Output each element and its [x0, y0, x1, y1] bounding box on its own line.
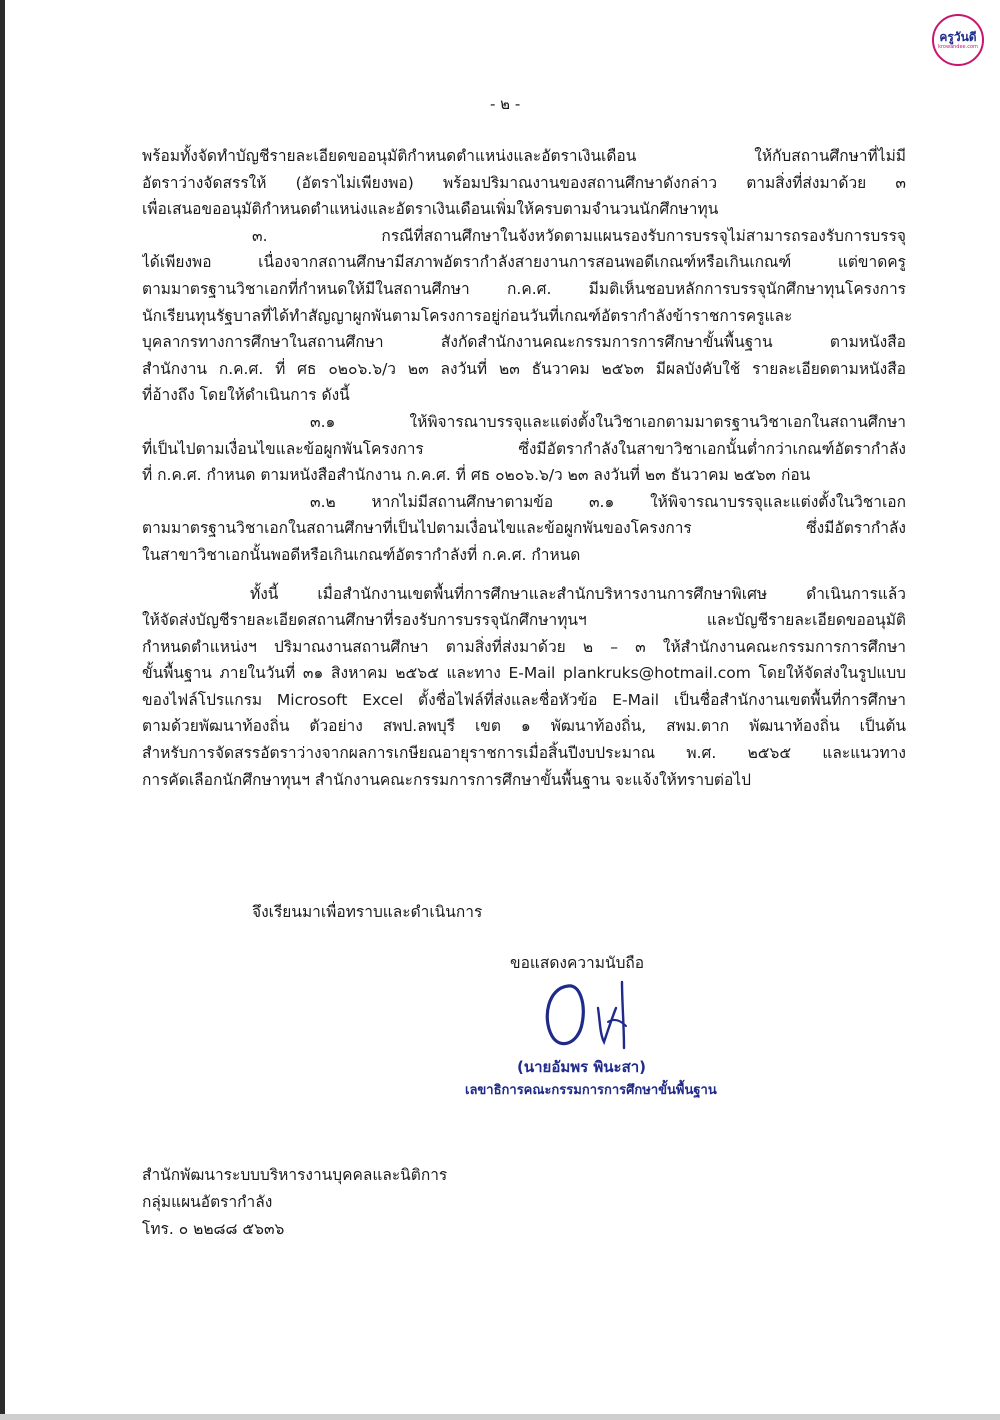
body-text-line: ในสาขาวิชาเอกนั้นพอดีหรือเกินเกณฑ์อัตรากำลังที่ ก.ค.ศ. กำหนด — [142, 545, 581, 564]
handwritten-signature — [538, 978, 648, 1052]
body-text-line: บุคลากรทางการศึกษาในสถานศึกษา สังกัดสำนักงานคณะกรรมการการศึกษาขั้นพื้นฐาน ตามหนังสือ — [142, 333, 906, 352]
body-text-line: ตามด้วยพัฒนาท้องถิ่น ตัวอย่าง สพป.ลพบุรี เขต ๑ พัฒนาท้องถิ่น, สพม.ตาก พัฒนาท้องถิ่น เป็นต้น — [142, 717, 906, 736]
body-text-line: ที่อ้างถึง โดยให้ดำเนินการ ดังนี้ — [142, 386, 350, 405]
logo-subtext: krowandee.com — [938, 43, 978, 50]
footer-phone: โทร. ๐ ๒๒๘๘ ๕๖๓๖ — [142, 1220, 285, 1238]
body-text-line: สำนักงาน ก.ค.ศ. ที่ ศธ ๐๒๐๖.๖/ว ๒๓ ลงวันที่ ๒๓ ธันวาคม ๒๕๖๓ มีผลบังคับใช้ รายละเอียดตามหนังสือ — [142, 359, 906, 378]
body-text-line: นักเรียนทุนรัฐบาลที่ได้ทำสัญญาผูกพันตามโครงการอยู่ก่อนวันที่เกณฑ์อัตรากำลังข้าราชการครูและ — [142, 306, 793, 325]
body-text-line: ที่เป็นไปตามเงื่อนไขและข้อผูกพันโครงการ ซึ่งมีอัตรากำลังในสาขาวิชาเอกนั้นต่ำกว่าเกณฑ์อัตรากำลัง — [142, 439, 906, 458]
body-text-line: สำหรับการจัดสรรอัตราว่างจากผลการเกษียณอายุราชการเมื่อสิ้นปีงบประมาณ พ.ศ. ๒๕๖๕ และแนวทาง — [142, 744, 906, 763]
body-text-line: ๓. กรณีที่สถานศึกษาในจังหวัดตามแผนรองรับการบรรจุไม่สามารถรองรับการบรรจุ — [252, 226, 906, 245]
body-text-line: เพื่อเสนอขออนุมัติกำหนดตำแหน่งและอัตราเงินเดือนเพิ่มให้ครบตามจำนวนนักศึกษาทุน — [142, 200, 719, 219]
body-text-line: ๓.๑ ให้พิจารณาบรรจุและแต่งตั้งในวิชาเอกตามมาตรฐานวิชาเอกในสถานศึกษา — [310, 412, 906, 431]
scan-edge-left — [0, 0, 5, 1420]
signer-name: (นายอัมพร พินะสา) — [517, 1058, 647, 1076]
body-text-line: ที่ ก.ค.ศ. กำหนด ตามหนังสือสำนักงาน ก.ค.ศ. ที่ ศธ ๐๒๐๖.๖/ว ๒๓ ลงวันที่ ๒๓ ธันวาคม ๒๕๖๓ ก่อน — [142, 466, 811, 485]
body-text-line: ตามมาตรฐานวิชาเอกที่กำหนดให้มีในสถานศึกษา ก.ค.ศ. มีมติเห็นชอบหลักการบรรจุนักศึกษาทุนโครงการ — [142, 279, 906, 298]
body-text-line: กำหนดตำแหน่งฯ ปริมาณงานสถานศึกษา ตามสิ่งที่ส่งมาด้วย ๒ – ๓ ให้สำนักงานคณะกรรมการการศึกษา — [142, 637, 906, 656]
paragraph-gap — [142, 569, 906, 581]
body-text-line: อัตราว่างจัดสรรให้ (อัตราไม่เพียงพอ) พร้อมปริมาณงานของสถานศึกษาดังกล่าว ตามสิ่งที่ส่งมาด้วย ๓ — [142, 173, 906, 192]
footer-office: สำนักพัฒนาระบบบริหารงานบุคคลและนิติการ — [142, 1166, 448, 1184]
footer-group: กลุ่มแผนอัตรากำลัง — [142, 1193, 273, 1211]
regards-line: ขอแสดงความนับถือ — [510, 954, 645, 972]
body-text-line: ขั้นพื้นฐาน ภายในวันที่ ๓๑ สิงหาคม ๒๕๖๕ และทาง E-Mail plankruks@hotmail.com โดยให้จัดส่งในรูปแบบ — [142, 664, 906, 683]
footer-contact — [142, 1162, 447, 1243]
body-text-line: ให้จัดส่งบัญชีรายละเอียดสถานศึกษาที่รองรับการบรรจุนักศึกษาทุนฯ และบัญชีรายละเอียดขออนุมัติ — [142, 611, 906, 630]
logo-text: ครูวันดี — [939, 29, 977, 44]
watermark-logo — [932, 14, 984, 66]
body-text-line: การคัดเลือกนักศึกษาทุนฯ สำนักงานคณะกรรมการการศึกษาขั้นพื้นฐาน จะแจ้งให้ทราบต่อไป — [142, 770, 751, 789]
body-text-line: ทั้งนี้ เมื่อสำนักงานเขตพื้นที่การศึกษาและสำนักบริหารงานการศึกษาพิเศษ ดำเนินการแล้ว — [250, 584, 906, 603]
page-number: - ๒ - — [490, 95, 521, 113]
body-text-line: พร้อมทั้งจัดทำบัญชีรายละเอียดขออนุมัติกำหนดตำแหน่งและอัตราเงินเดือน ให้กับสถานศึกษาที่ไม่มี — [142, 147, 906, 165]
body-text-line: ๓.๒ หากไม่มีสถานศึกษาตามข้อ ๓.๑ ให้พิจารณาบรรจุและแต่งตั้งในวิชาเอก — [310, 492, 906, 511]
body-text-line: ได้เพียงพอ เนื่องจากสถานศึกษามีสภาพอัตรากำลังสายงานการสอนพอดีเกณฑ์หรือเกินเกณฑ์ แต่ขาดครู — [142, 253, 906, 272]
body-text-line: ของไฟล์โปรแกรม Microsoft Excel ตั้งชื่อไฟล์ที่ส่งและชื่อหัวข้อ E-Mail เป็นชื่อสำนักงานเขตพื้นที่การศึกษา — [142, 690, 906, 709]
scan-edge-bottom — [0, 1414, 1000, 1420]
closing-line: จึงเรียนมาเพื่อทราบและดำเนินการ — [252, 903, 483, 921]
body-text-line: ตามมาตรฐานวิชาเอกในสถานศึกษาที่เป็นไปตามเงื่อนไขและข้อผูกพันของโครงการ ซึ่งมีอัตรากำลัง — [142, 519, 906, 538]
letter-body — [142, 143, 906, 793]
signer-title: เลขาธิการคณะกรรมการการศึกษาขั้นพื้นฐาน — [465, 1083, 717, 1098]
